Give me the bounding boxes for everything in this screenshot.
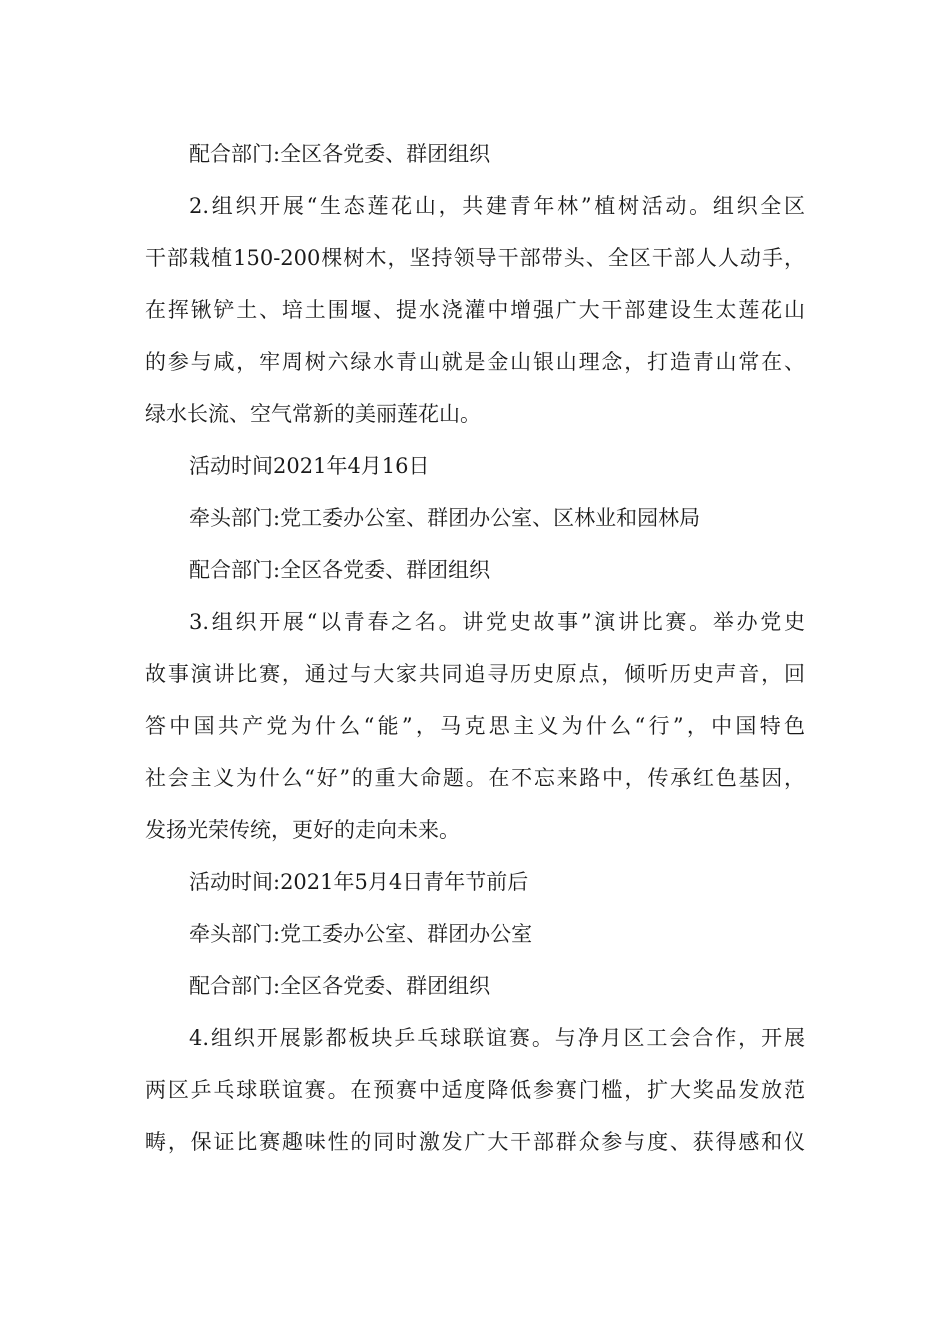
paragraph-item-3-line: 答中国共产党为什么“能”，马克思主义为什么“行”，中国特色 [145, 714, 805, 738]
cooperating-dept-line: 配合部门:全区各党委、群团组织 [189, 558, 491, 582]
activity-time-line: 活动时间2021年4月16日 [189, 454, 430, 478]
activity-time-line: 活动时间:2021年5月4日青年节前后 [189, 870, 529, 894]
cooperating-dept-line: 配合部门:全区各党委、群团组织 [189, 974, 491, 998]
lead-dept-line: 牵头部门:党工委办公室、群团办公室 [189, 922, 533, 946]
paragraph-item-2-line: 干部栽植150-200棵树木，坚持领导干部带头、全区干部人人动手， [145, 246, 805, 270]
document-body [145, 128, 805, 1168]
paragraph-item-3-line: 社会主义为什么“好”的重大命题。在不忘来路中，传承红色基因， [145, 766, 805, 790]
paragraph-item-4-line: 畴，保证比赛趣味性的同时激发广大干部群众参与度、获得感和仪 [145, 1130, 805, 1154]
paragraph-item-3-line: 3.组织开展“以青春之名。讲党史故事”演讲比赛。举办党史 [189, 610, 805, 634]
paragraph-item-4-line: 4.组织开展影都板块乒乓球联谊赛。与净月区工会合作，开展 [189, 1026, 805, 1050]
paragraph-item-2-line: 的参与咸，牢周树六绿水青山就是金山银山理念，打造青山常在、 [145, 350, 805, 374]
paragraph-item-4-line: 两区乒乓球联谊赛。在预赛中适度降低参赛门槛，扩大奖品发放范 [145, 1078, 805, 1102]
paragraph-item-2-line: 在挥锹铲土、培土围堰、提水浇灌中增强广大干部建设生太莲花山 [145, 298, 805, 322]
cooperating-dept-line: 配合部门:全区各党委、群团组织 [189, 142, 491, 166]
paragraph-item-3-line: 发扬光荣传统，更好的走向未来。 [145, 818, 460, 842]
paragraph-item-3-line: 故事演讲比赛，通过与大家共同追寻历史原点，倾听历史声音，回 [145, 662, 805, 686]
paragraph-item-2-line: 绿水长流、空气常新的美丽莲花山。 [145, 402, 481, 426]
paragraph-item-2-line: 2.组织开展“生态莲花山，共建青年林”植树活动。组织全区 [189, 194, 805, 218]
lead-dept-line: 牵头部门:党工委办公室、群团办公室、区林业和园林局 [189, 506, 701, 530]
